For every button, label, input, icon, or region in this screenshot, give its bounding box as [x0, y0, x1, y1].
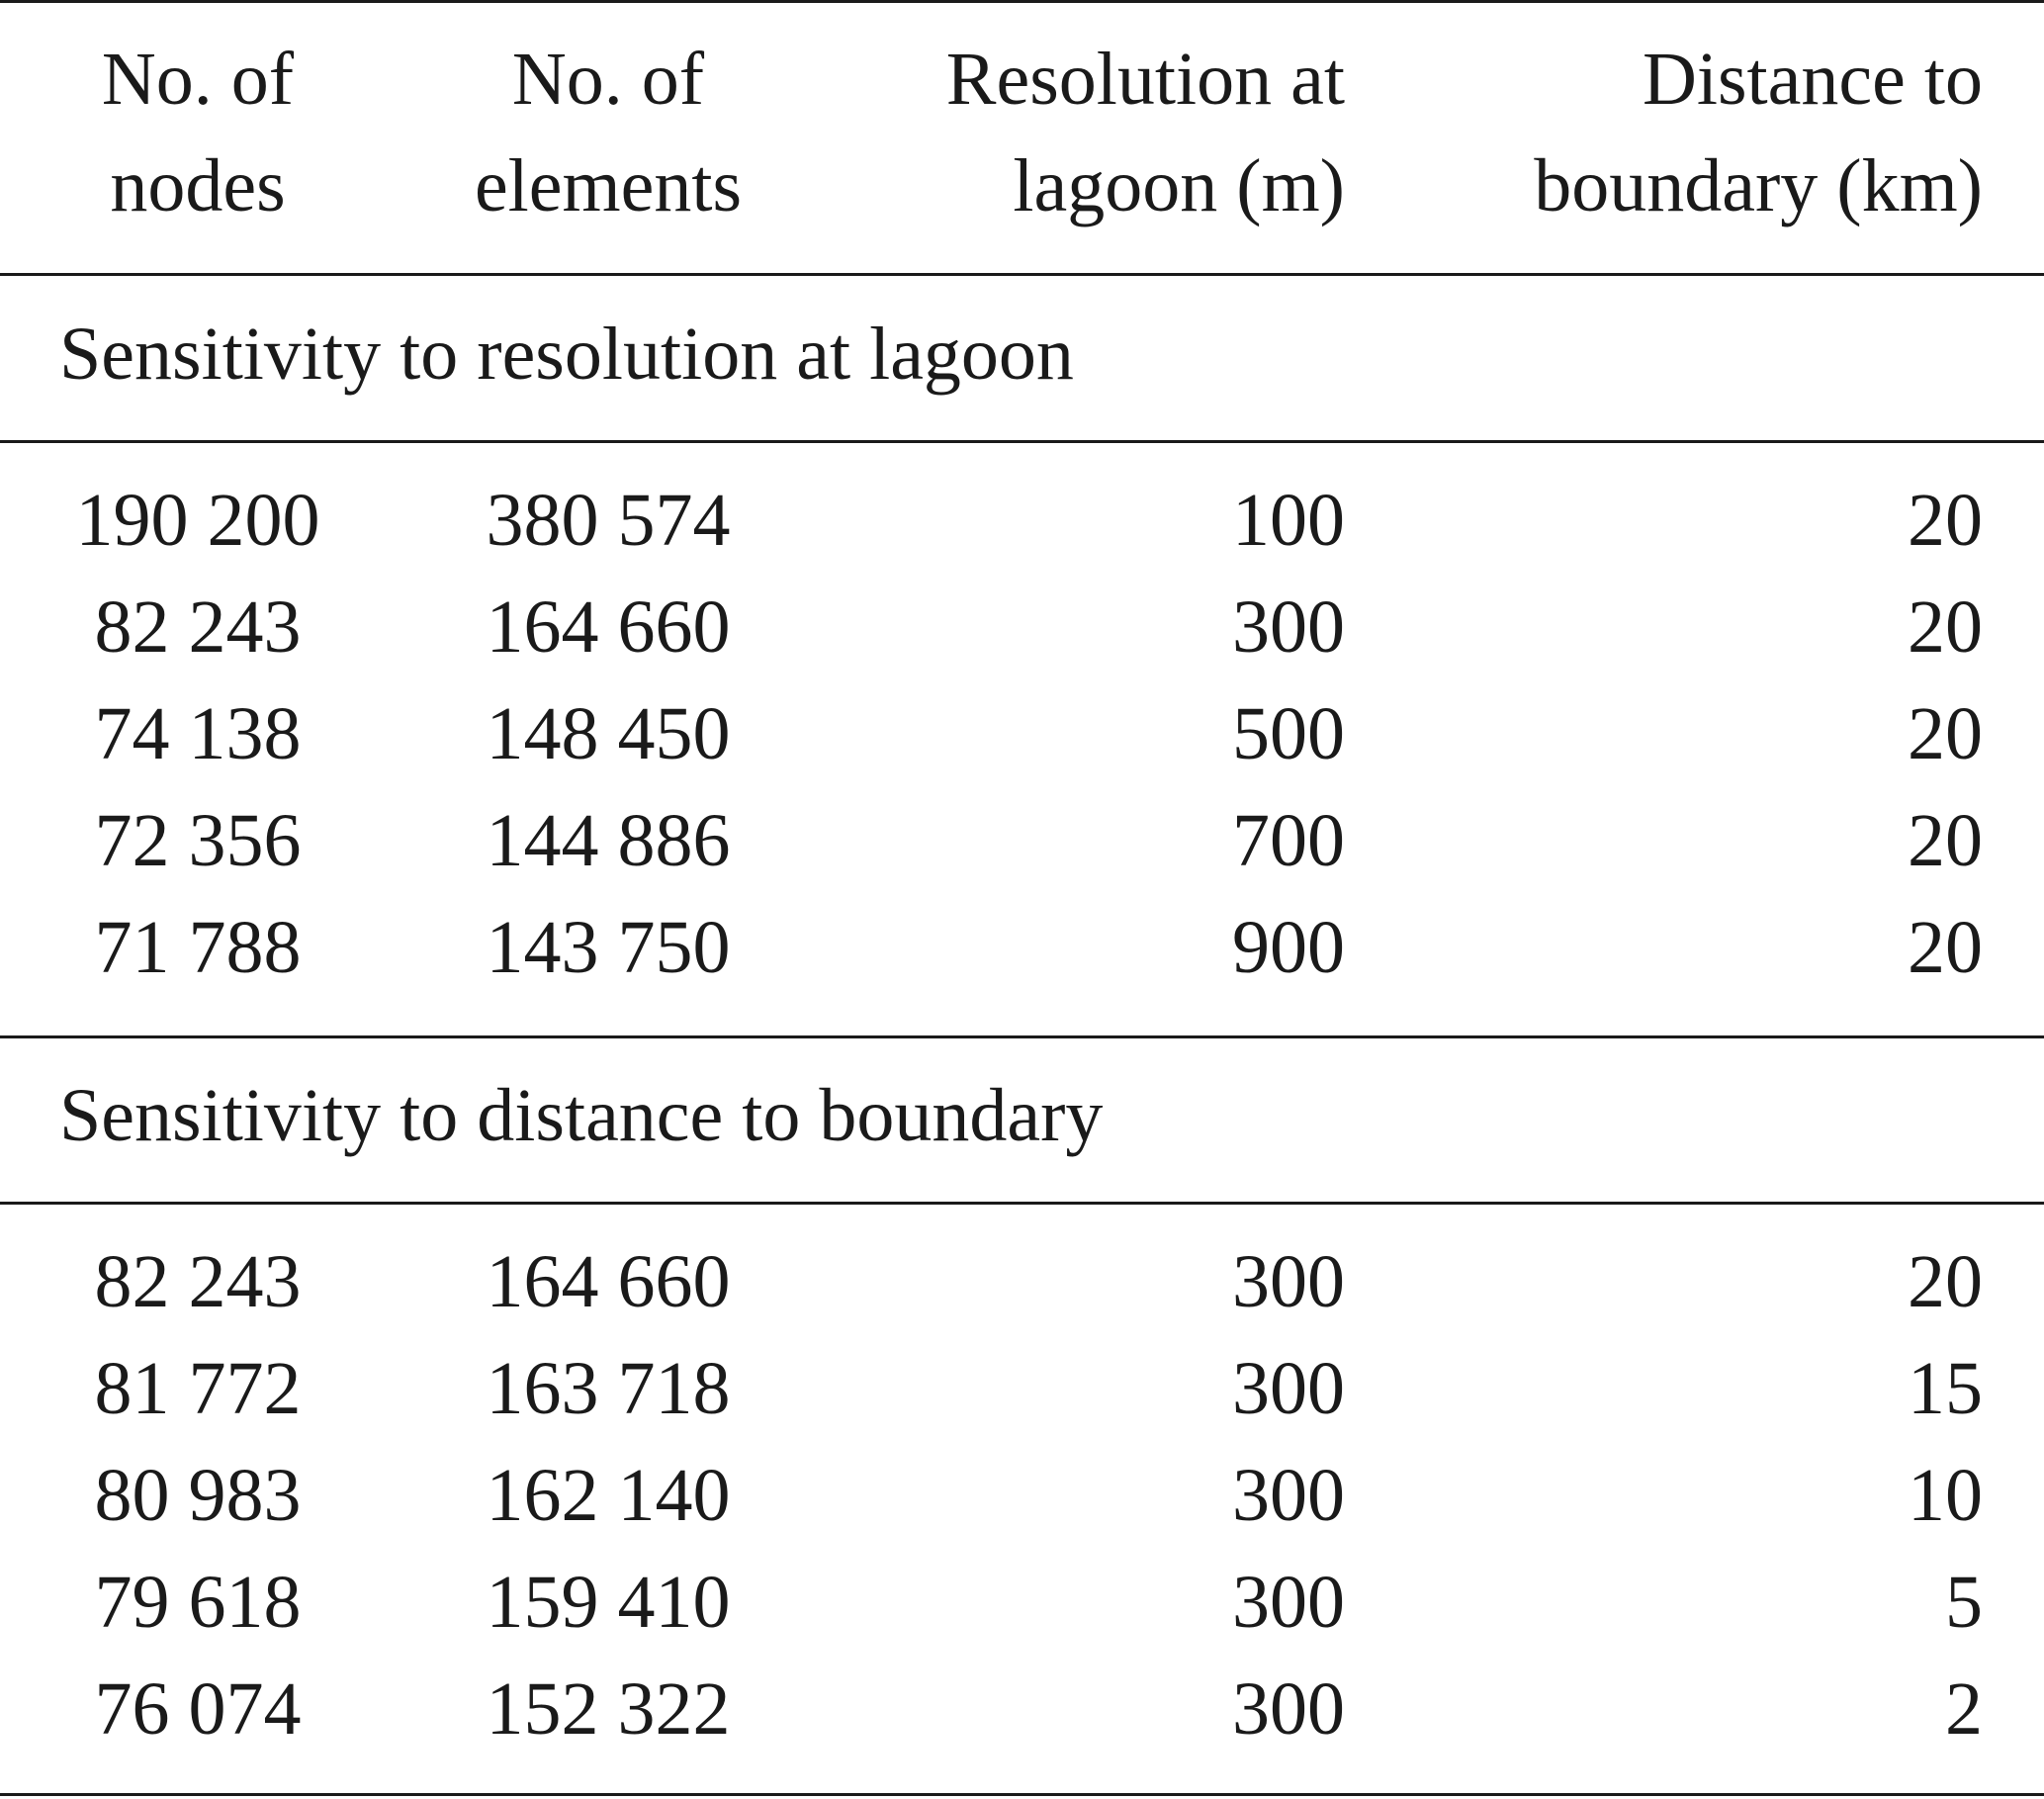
cell-elements: 164 660 — [486, 585, 731, 669]
header-elements-line2: elements — [474, 144, 743, 227]
cell-nodes: 81 772 — [94, 1347, 302, 1430]
cell-distance: 20 — [1908, 585, 1983, 669]
cell-distance: 2 — [1945, 1667, 1983, 1751]
top-rule — [0, 0, 2044, 3]
cell-elements: 148 450 — [486, 692, 731, 775]
cell-elements: 380 574 — [486, 479, 731, 562]
cell-distance: 20 — [1908, 692, 1983, 775]
cell-distance: 20 — [1908, 906, 1983, 989]
cell-distance: 10 — [1908, 1454, 1983, 1537]
cell-elements: 143 750 — [486, 906, 731, 989]
cell-resolution: 700 — [1232, 799, 1345, 882]
header-distance-line2: boundary (km) — [1534, 144, 1983, 227]
cell-nodes: 72 356 — [94, 799, 302, 882]
cell-elements: 164 660 — [486, 1240, 731, 1323]
cell-distance: 15 — [1908, 1347, 1983, 1430]
bottom-rule — [0, 1793, 2044, 1796]
cell-resolution: 300 — [1232, 1667, 1345, 1751]
cell-nodes: 80 983 — [94, 1454, 302, 1537]
header-elements-line1: No. of — [511, 38, 705, 121]
header-nodes-line1: No. of — [101, 38, 295, 121]
cell-resolution: 500 — [1232, 692, 1345, 775]
cell-nodes: 82 243 — [94, 585, 302, 669]
cell-distance: 20 — [1908, 479, 1983, 562]
cell-distance: 20 — [1908, 799, 1983, 882]
cell-elements: 152 322 — [486, 1667, 731, 1751]
cell-nodes: 79 618 — [94, 1561, 302, 1644]
cell-elements: 144 886 — [486, 799, 731, 882]
cell-distance: 20 — [1908, 1240, 1983, 1323]
cell-nodes: 76 074 — [94, 1667, 302, 1751]
cell-nodes: 82 243 — [94, 1240, 302, 1323]
cell-resolution: 300 — [1232, 585, 1345, 669]
cell-resolution: 300 — [1232, 1454, 1345, 1537]
header-nodes-line2: nodes — [110, 144, 286, 227]
cell-resolution: 900 — [1232, 906, 1345, 989]
section-1-rule — [0, 440, 2044, 443]
cell-nodes: 71 788 — [94, 906, 302, 989]
header-resolution-line1: Resolution at — [945, 38, 1345, 121]
cell-nodes: 74 138 — [94, 692, 302, 775]
header-distance-line1: Distance to — [1642, 38, 1983, 121]
section-2-top-rule — [0, 1035, 2044, 1038]
cell-nodes: 190 200 — [75, 479, 320, 562]
section-title-resolution: Sensitivity to resolution at lagoon — [59, 313, 1074, 396]
header-rule — [0, 273, 2044, 276]
cell-resolution: 300 — [1232, 1561, 1345, 1644]
section-title-distance: Sensitivity to distance to boundary — [59, 1074, 1104, 1157]
cell-distance: 5 — [1945, 1561, 1983, 1644]
cell-elements: 159 410 — [486, 1561, 731, 1644]
cell-resolution: 100 — [1232, 479, 1345, 562]
cell-resolution: 300 — [1232, 1347, 1345, 1430]
section-2-rule — [0, 1202, 2044, 1205]
header-resolution-line2: lagoon (m) — [1013, 144, 1345, 227]
cell-elements: 162 140 — [486, 1454, 731, 1537]
cell-resolution: 300 — [1232, 1240, 1345, 1323]
cell-elements: 163 718 — [486, 1347, 731, 1430]
